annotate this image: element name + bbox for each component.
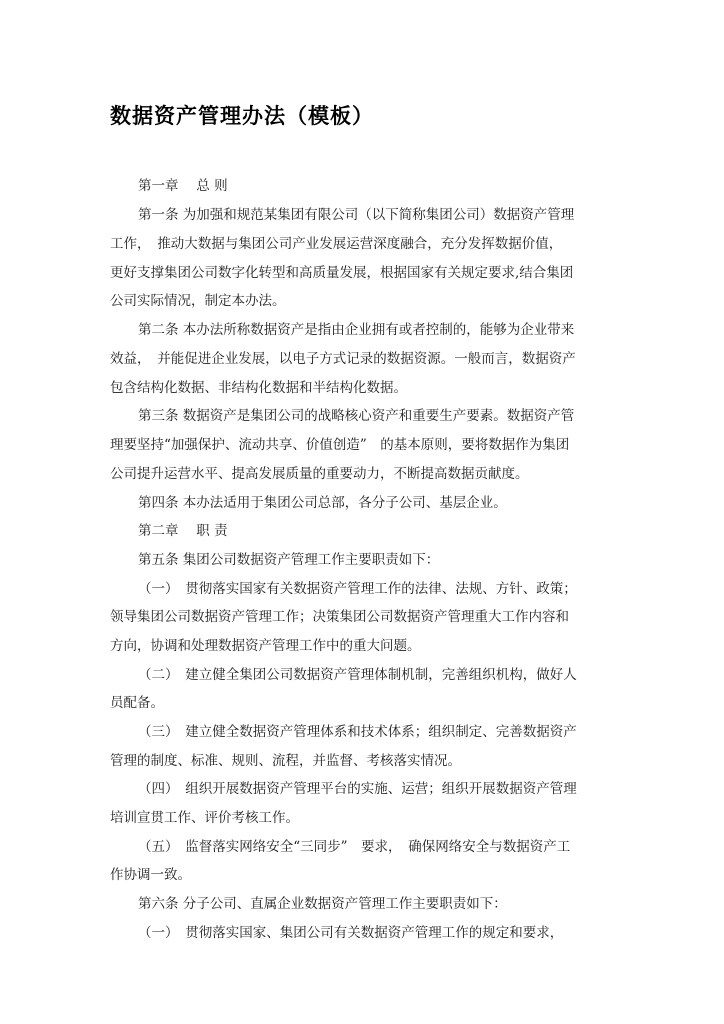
paragraph-line: （一） 贯彻落实国家、集团公司有关数据资产管理工作的规定和要求， [138, 925, 564, 941]
paragraph-line: 第二条 本办法所称数据资产是指由企业拥有或者控制的，能够为企业带来 [138, 322, 575, 338]
paragraph-line: 培训宣贯工作、评价考核工作。 [110, 810, 299, 826]
paragraph-line: 领导集团公司数据资产管理工作；决策集团公司数据资产管理重大工作内容和 [110, 609, 569, 625]
paragraph-line: 理要坚持“加强保护、流动共享、价值创造” 的基本原则，要将数据作为集团 [110, 437, 570, 453]
paragraph-line: （三） 建立健全数据资产管理体系和技术体系；组织制定、完善数据资产 [138, 724, 577, 740]
paragraph-line: 第五条 集团公司数据资产管理工作主要职责如下： [138, 552, 440, 568]
chapter-heading: 第一章 总 则 [138, 178, 228, 194]
paragraph-line: （四） 组织开展数据资产管理平台的实施、运营；组织开展数据资产管理 [138, 781, 577, 797]
chapter-heading: 第二章 职 责 [138, 523, 228, 539]
paragraph-line: （五） 监督落实网络安全“三同步” 要求， 确保网络安全与数据资产工 [138, 839, 571, 855]
document-title: 数据资产管理办法（模板） [110, 104, 374, 128]
paragraph-line: 公司提升运营水平、提高发展质量的重要动力，不断提高数据贡献度。 [110, 466, 529, 482]
paragraph-line: 包含结构化数据、非结构化数据和半结构化数据。 [110, 380, 407, 396]
paragraph-line: 方向，协调和处理数据资产管理工作中的重大问题。 [110, 638, 421, 654]
paragraph-line: 第六条 分子公司、直属企业数据资产管理工作主要职责如下： [138, 896, 507, 912]
paragraph-line: 公司实际情况，制定本办法。 [110, 293, 286, 309]
paragraph-line: 第一条 为加强和规范某集团有限公司（以下简称集团公司）数据资产管理 [138, 207, 575, 223]
paragraph-line: 更好支撑集团公司数字化转型和高质量发展，根据国家有关规定要求,结合集团 [110, 265, 574, 281]
paragraph-line: 作协调一致。 [110, 867, 191, 883]
paragraph-line: 第三条 数据资产是集团公司的战略核心资产和重要生产要素。数据资产管 [138, 408, 575, 424]
paragraph-line: 管理的制度、标准、规则、流程，并监督、考核落实情况。 [110, 753, 461, 769]
paragraph-line: 员配备。 [110, 695, 164, 711]
paragraph-line: 第四条 本办法适用于集团公司总部，各分子公司、基层企业。 [138, 495, 507, 511]
paragraph-line: （二） 建立健全集团公司数据资产管理体制机制，完善组织机构，做好人 [138, 667, 577, 683]
paragraph-line: 效益， 并能促进企业发展，以电子方式记录的数据资源。一般而言，数据资产 [110, 351, 576, 367]
paragraph-line: 工作， 推动大数据与集团公司产业发展运营深度融合，充分发挥数据价值， [110, 236, 563, 252]
paragraph-line: （一） 贯彻落实国家有关数据资产管理工作的法律、法规、方针、政策； [138, 581, 577, 597]
